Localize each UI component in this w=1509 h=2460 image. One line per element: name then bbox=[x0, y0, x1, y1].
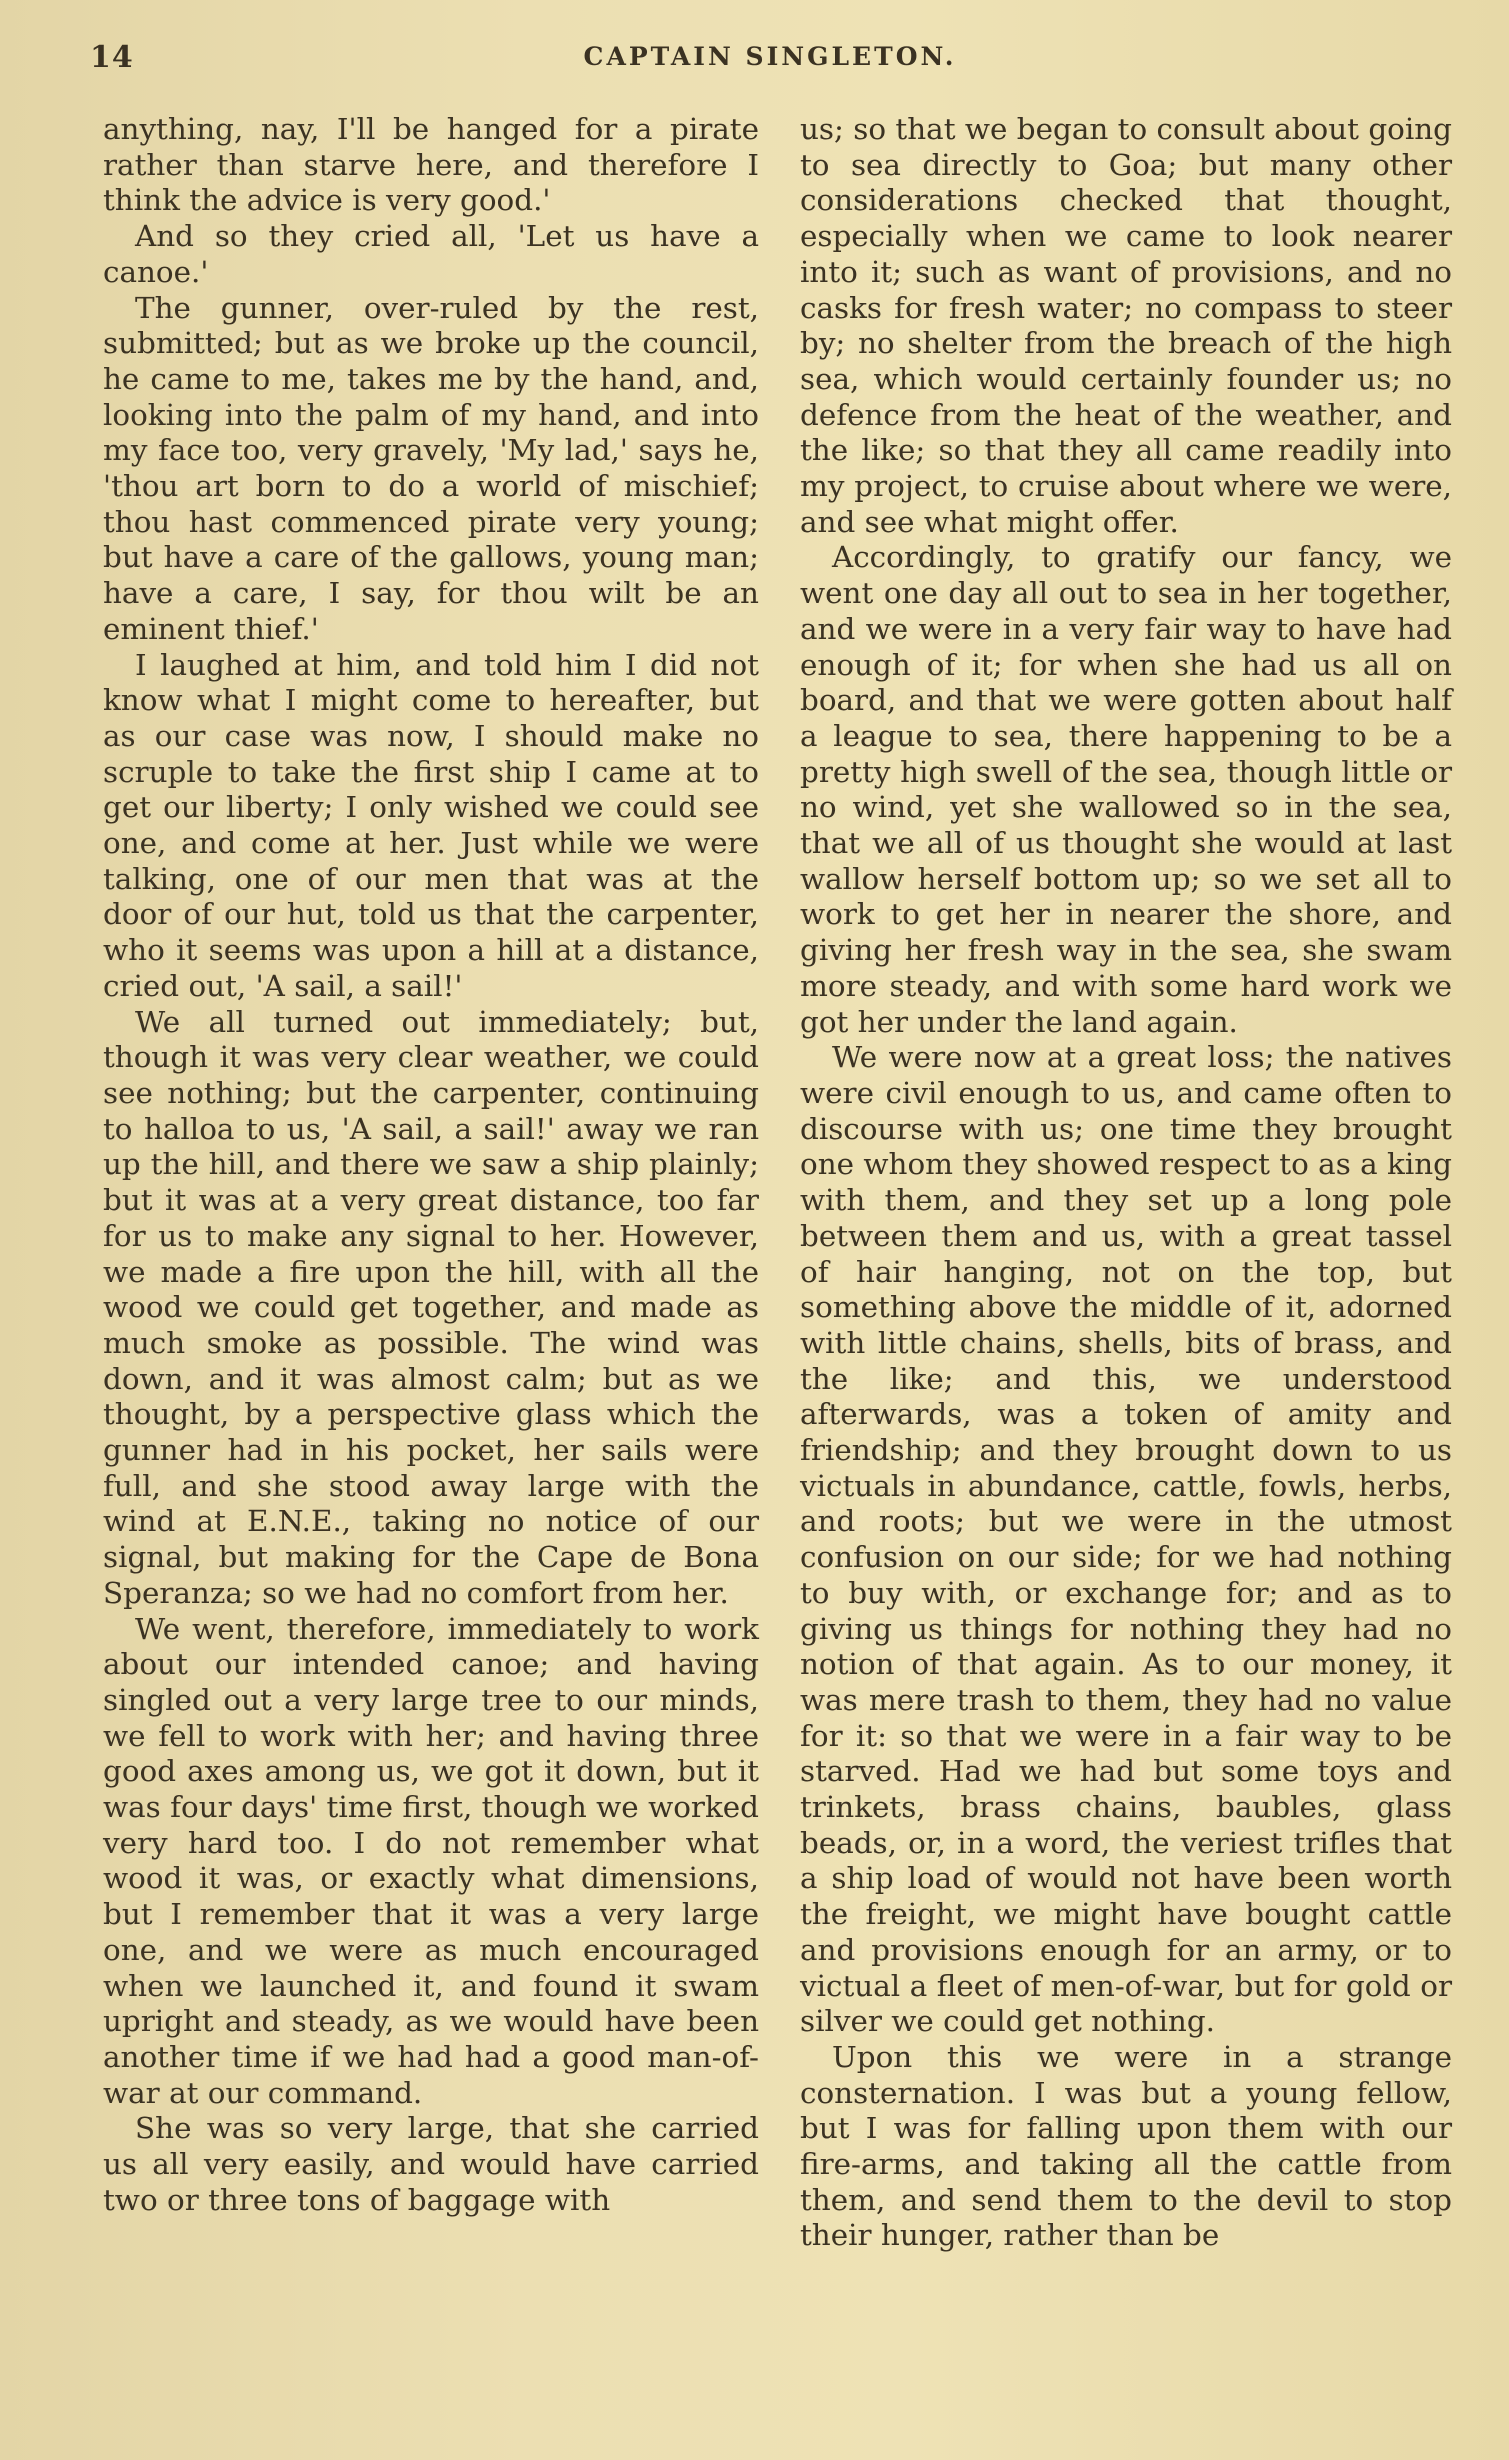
paragraph: We all turned out immediately; but, though it was very clear weather, we could see nothing; but the carpenter, continuing to halloa to us, 'A sail, a sail!' away we ran up the hill, and there we saw a ship plainly; but it was at a very great distance, too far for us to make any signal to her. However, we made a fire upon the hill, with all the wood we could get together, and made as much smoke as possible. The wind was down, and it was almost calm; but as we thought, by a perspective glass which the gunner had in his pocket, her sails were full, and she stood away large with the wind at E.N.E., taking no notice of our signal, but making for the Cape de Bona Speranza; so we had no comfort from her. bbox=[103, 1004, 759, 1610]
right-column bbox=[800, 112, 1452, 2254]
left-column bbox=[103, 112, 759, 2218]
paragraph: us; so that we began to consult about going to sea directly to Goa; but many other considerations checked that thought, especially when we came to look nearer into it; such as want of provisions, and no casks for fresh water; no compass to steer by; no shelter from the breach of the high sea, which would certainly founder us; no defence from the heat of the weather, and the like; so that they all came readily into my project, to cruise about where we were, and see what might offer. bbox=[800, 112, 1452, 539]
page-number: 14 bbox=[90, 40, 134, 75]
paragraph: anything, nay, I'll be hanged for a pirate rather than starve here, and therefore I think the advice is very good.' bbox=[103, 112, 759, 218]
paragraph: Accordingly, to gratify our fancy, we went one day all out to sea in her together, and we were in a very fair way to have had enough of it; for when she had us all on board, and that we were gotten about half a league to sea, there happening to be a pretty high swell of the sea, though little or no wind, yet she wallowed so in the sea, that we all of us thought she would at last wallow herself bottom up; so we set all to work to get her in nearer the shore, and giving her fresh way in the sea, she swam more steady, and with some hard work we got her under the land again. bbox=[800, 540, 1452, 1039]
paragraph: I laughed at him, and told him I did not know what I might come to hereafter, but as our case was now, I should make no scruple to take the first ship I came at to get our liberty; I only wished we could see one, and come at her. Just while we were talking, one of our men that was at the door of our hut, told us that the carpenter, who it seems was upon a hill at a distance, cried out, 'A sail, a sail!' bbox=[103, 647, 759, 1003]
paragraph: The gunner, over-ruled by the rest, submitted; but as we broke up the council, he came to me, takes me by the hand, and, looking into the palm of my hand, and into my face too, very gravely, 'My lad,' says he, 'thou art born to do a world of mischief; thou hast commenced pirate very young; but have a care of the gallows, young man; have a care, I say, for thou wilt be an eminent thief.' bbox=[103, 290, 759, 646]
paragraph: She was so very large, that she carried us all very easily, and would have carried two or three tons of baggage with bbox=[103, 2111, 759, 2217]
paragraph: We were now at a great loss; the natives were civil enough to us, and came often to discourse with us; one time they brought one whom they showed respect to as a king with them, and they set up a long pole between them and us, with a great tassel of hair hanging, not on the top, but something above the middle of it, adorned with little chains, shells, bits of brass, and the like; and this, we understood afterwards, was a token of amity and friendship; and they brought down to us victuals in abundance, cattle, fowls, herbs, and roots; but we were in the utmost confusion on our side; for we had nothing to buy with, or exchange for; and as to giving us things for nothing they had no notion of that again. As to our money, it was mere trash to them, they had no value for it: so that we were in a fair way to be starved. Had we had but some toys and trinkets, brass chains, baubles, glass beads, or, in a word, the veriest trifles that a ship load of would not have been worth the freight, we might have bought cattle and provisions enough for an army, or to victual a fleet of men-of-war, but for gold or silver we could get nothing. bbox=[800, 1040, 1452, 2039]
running-head bbox=[90, 40, 1450, 80]
paragraph: We went, therefore, immediately to work about our intended canoe; and having singled out a very large tree to our minds, we fell to work with her; and having three good axes among us, we got it down, but it was four days' time first, though we worked very hard too. I do not remember what wood it was, or exactly what dimensions, but I remember that it was a very large one, and we were as much encouraged when we launched it, and found it swam upright and steady, as we would have been another time if we had had a good man-of-war at our command. bbox=[103, 1611, 759, 2110]
paragraph: And so they cried all, 'Let us have a canoe.' bbox=[103, 219, 759, 289]
book-title: CAPTAIN SINGLETON. bbox=[583, 42, 957, 71]
paragraph: Upon this we were in a strange consternation. I was but a young fellow, but I was for falling upon them with our fire-arms, and taking all the cattle from them, and send them to the devil to stop their hunger, rather than be bbox=[800, 2039, 1452, 2253]
